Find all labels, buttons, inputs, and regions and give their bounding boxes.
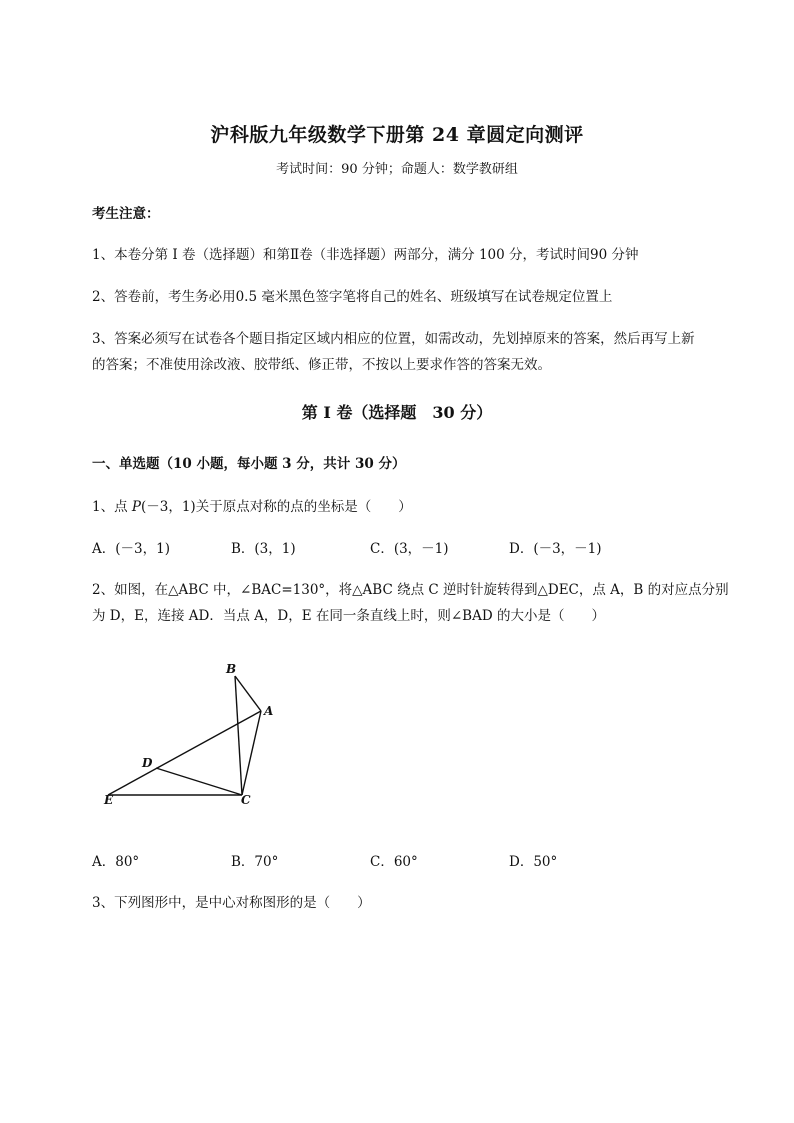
question-1-option-b: B．(3，1) [231,541,296,557]
question-1-option-a: A．(－3，1) [92,541,170,557]
question-2-option-d: D．50° [509,854,558,870]
question-2-option-b: B．70° [231,854,279,870]
question-2-stem-line2: 为 D，E，连接 AD．当点 A，D，E 在同一条直线上时，则∠BAD 的大小是（ ） [92,608,605,624]
segment-dc [156,768,242,795]
question-2-option-c: C．60° [370,854,418,870]
notice-item-3: 3、答案必须写在试卷各个题目指定区域内相应的位置，如需改动，先划掉原来的答案，然后再写上新 [92,331,695,347]
segment-ba [235,676,261,711]
notice-item-3-cont: 的答案；不准使用涂改液、胶带纸、修正带，不按以上要求作答的答案无效。 [92,357,551,373]
notice-heading: 考生注意： [92,206,160,222]
notice-item-1: 1、本卷分第 I 卷（选择题）和第Ⅱ卷（非选择题）两部分，满分 100 分，考试时间90 分钟 [92,247,639,263]
segment-ac [242,711,261,795]
question-1-option-c: C．(3，－1) [370,541,449,557]
question-1-stem-pre: 1、点 [92,499,132,515]
question-1-stem [92,495,412,515]
page-title: 沪科版九年级数学下册第 24 章圆定向测评 [210,124,584,146]
label-b: B [226,662,237,676]
triangle-rotation-figure [98,656,288,816]
question-1-option-d: D．(－3，－1) [509,541,602,557]
label-c: C [241,793,251,807]
notice-item-2: 2、答卷前，考生务必用0.5 毫米黑色签字笔将自己的姓名、班级填写在试卷规定位置上 [92,289,613,305]
segment-bc [235,676,242,795]
label-d: D [142,756,153,770]
question-2-stem-line1: 2、如图，在△ABC 中，∠BAC=130°，将△ABC 绕点 C 逆时针旋转得到△DEC，点 A，B 的对应点分别 [92,582,729,598]
question-3-stem: 3、下列图形中，是中心对称图形的是（ ） [92,895,371,911]
section-title: 第 I 卷（选择题 30 分） [301,403,493,422]
part-heading: 一、单选题（10 小题，每小题 3 分，共计 30 分） [92,456,406,472]
label-e: E [104,793,114,807]
label-a: A [264,704,274,718]
question-2-option-a: A．80° [92,854,140,870]
page-subtitle: 考试时间：90 分钟；命题人：数学教研组 [276,162,518,177]
question-1-stem-post: (－3，1)关于原点对称的点的坐标是（ ） [140,499,412,515]
question-1-var: P [131,499,141,515]
